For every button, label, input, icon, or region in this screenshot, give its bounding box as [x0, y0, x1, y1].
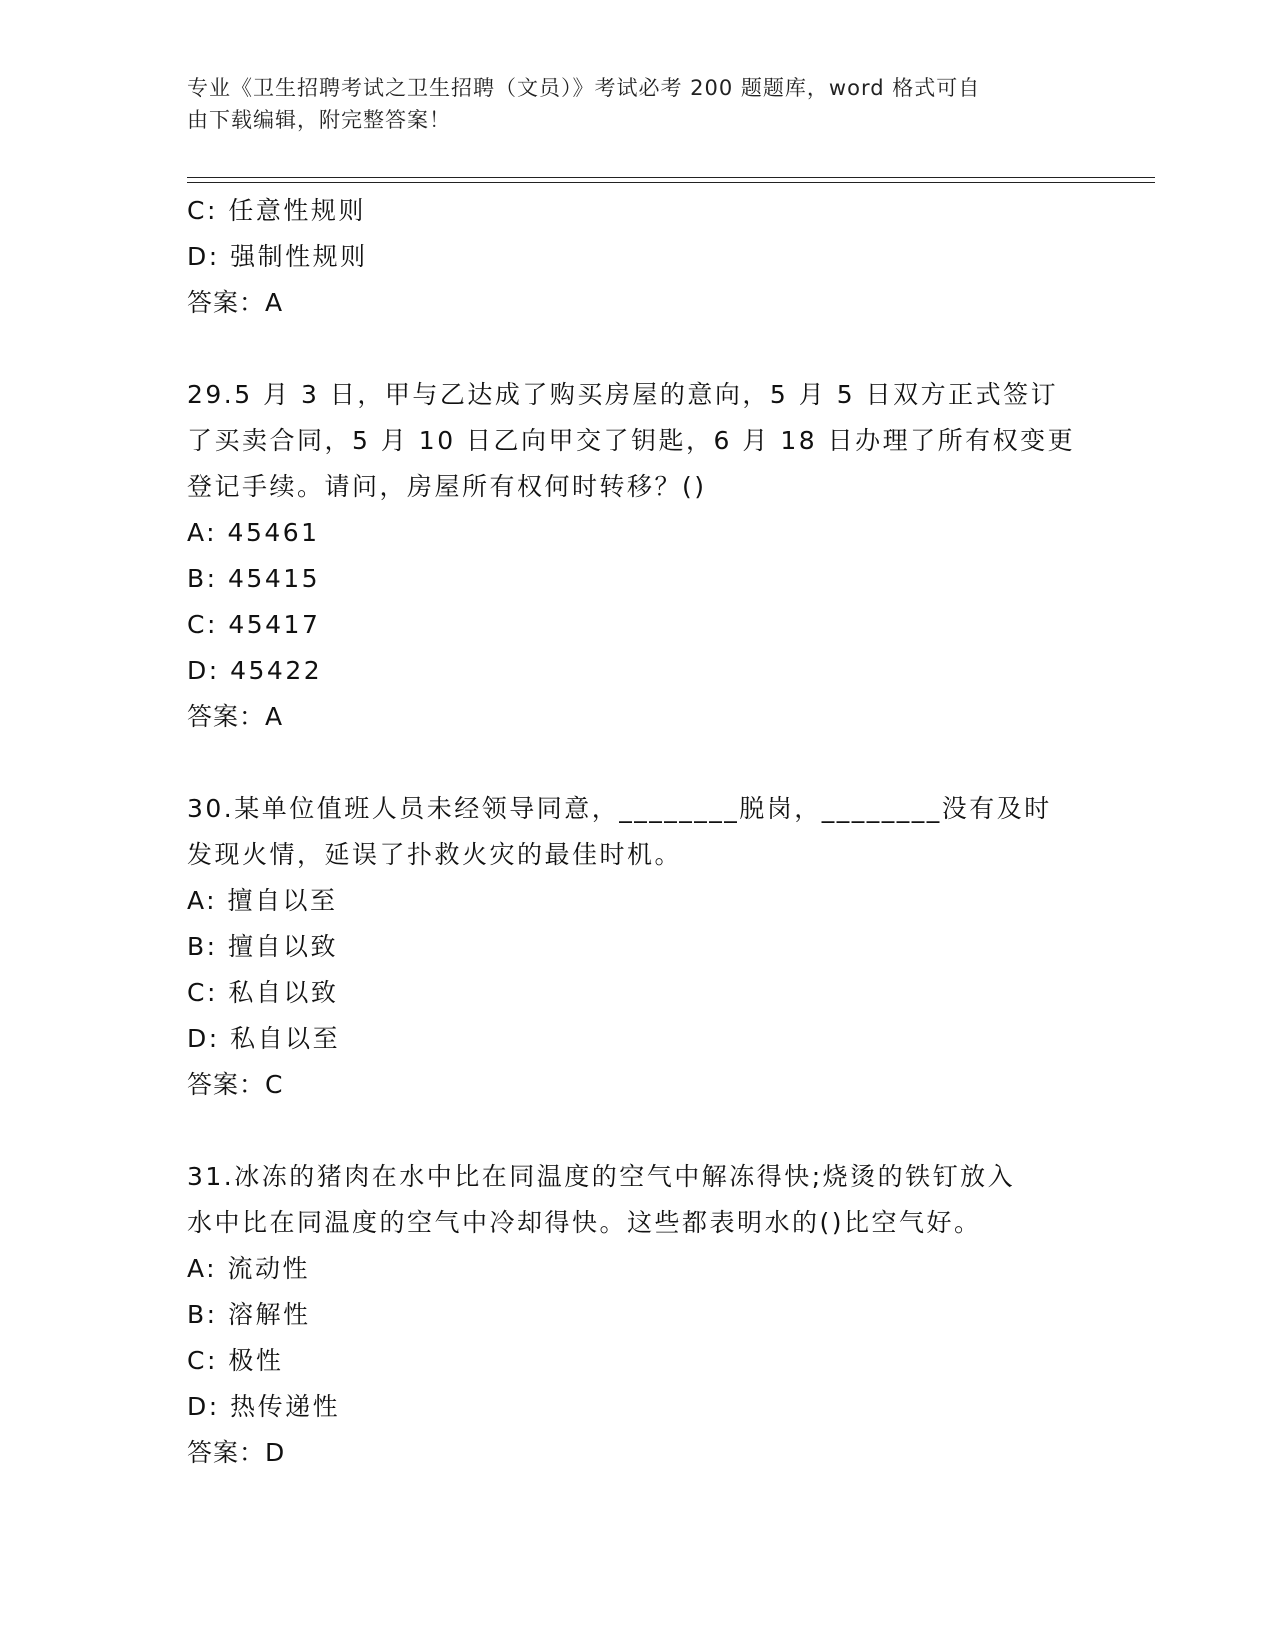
option-a: A: 流动性 [187, 1254, 311, 1283]
spacer [187, 1108, 1087, 1154]
option-a: A: 45461 [187, 518, 320, 547]
option-d: D: 强制性规则 [187, 242, 368, 271]
option-b: B: 溶解性 [187, 1300, 311, 1329]
question-text-line: 了买卖合同，5 月 10 日乙向甲交了钥匙，6 月 18 日办理了所有权变更 [187, 426, 1076, 455]
option-b: B: 45415 [187, 564, 321, 593]
option-d: D: 45422 [187, 656, 323, 685]
option-a: A: 擅自以至 [187, 886, 338, 915]
question-text-line: 30.某单位值班人员未经领导同意，________脱岗，________没有及时 [187, 794, 1052, 823]
question-text-line: 31.冰冻的猪肉在水中比在同温度的空气中解冻得快;烧烫的铁钉放入 [187, 1162, 1016, 1191]
question-text-line: 29.5 月 3 日，甲与乙达成了购买房屋的意向，5 月 5 日双方正式签订 [187, 380, 1059, 409]
header-line-1: 专业《卫生招聘考试之卫生招聘（文员）》考试必考 200 题题库，word 格式可自 [187, 76, 981, 100]
page-header [187, 72, 1067, 136]
question-31 [187, 1154, 1087, 1476]
question-text-line: 水中比在同温度的空气中冷却得快。这些都表明水的()比空气好。 [187, 1208, 982, 1237]
question-list [187, 188, 1087, 1476]
spacer [187, 740, 1087, 786]
question-text-line: 发现火情，延误了扑救火灾的最佳时机。 [187, 840, 683, 869]
question-text-line: 登记手续。请问，房屋所有权何时转移？() [187, 472, 707, 501]
question-29 [187, 372, 1087, 740]
option-c: C: 私自以致 [187, 978, 339, 1007]
header-line-2: 由下载编辑，附完整答案！ [187, 108, 451, 132]
answer: 答案：C [187, 1070, 284, 1099]
question-30 [187, 786, 1087, 1108]
prev-question [187, 188, 1087, 326]
header-divider-top [187, 177, 1155, 178]
spacer [187, 326, 1087, 372]
answer: 答案：A [187, 288, 284, 317]
option-c: C: 45417 [187, 610, 321, 639]
option-c: C: 极性 [187, 1346, 284, 1375]
option-b: B: 擅自以致 [187, 932, 339, 961]
option-d: D: 热传递性 [187, 1392, 341, 1421]
option-d: D: 私自以至 [187, 1024, 341, 1053]
option-c: C: 任意性规则 [187, 196, 366, 225]
answer: 答案：D [187, 1438, 286, 1467]
header-divider-bottom [187, 182, 1155, 183]
answer: 答案：A [187, 702, 284, 731]
